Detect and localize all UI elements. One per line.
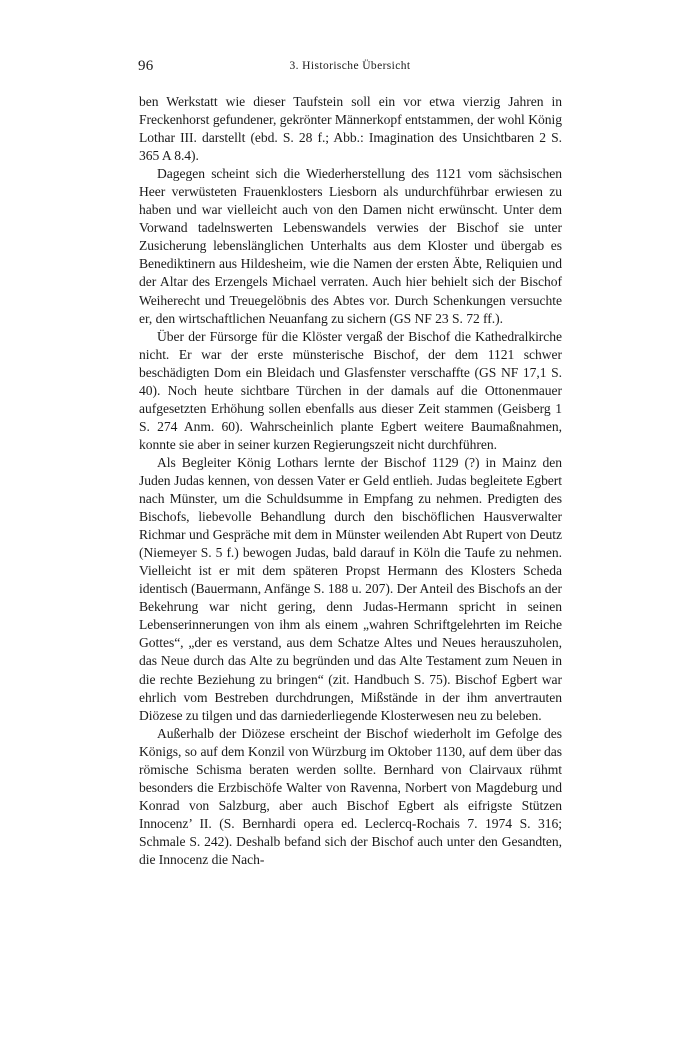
page-number: 96 <box>138 58 154 74</box>
paragraph-liesborn: Dagegen scheint sich die Wiederherstellung des 1121 vom sächsischen Heer verwüsteten Frauenklosters Liesborn als undurchführbar erwiesen zu haben und war vielleicht auch von den Damen nicht erwünscht. Unter dem Vorwand tadelnswerten Lebenswandels verwies der Bischof sie unter Zusicherung lebenslänglichen Unterhalts aus dem Kloster und übergab es Benediktinern aus Hildesheim, wie die Namen der ersten Äbte, Reliquien und der Altar des Erzengels Michael verraten. Auch hier behielt sich der Bischof Weiherecht und Treuegelöbnis des Abtes vor. Durch Schenkungen versuchte er, den wirtschaftlichen Neuanfang zu sichern (GS NF 23 S. 72 ff.). <box>139 166 562 326</box>
paragraph-continued: ben Werkstatt wie dieser Taufstein soll ein vor etwa vierzig Jahren in Freckenhorst gefundener, gekrönter Männerkopf entstammen, der wohl König Lothar III. darstellt (ebd. S. 28 f.; Abb.: Imagination des Unsichtbaren 2 S. 365 A 8.4). <box>139 94 562 164</box>
paragraph-konzil: Außerhalb der Diözese erscheint der Bischof wiederholt im Gefolge des Königs, so auf dem Konzil von Würzburg im Oktober 1130, auf dem über das römische Schisma beraten werden sollte. Bernhard von Clairvaux rühmt besonders die Erzbischöfe Walter von Ravenna, Norbert von Magdeburg und Konrad von Salzburg, aber auch Bischof Egbert als eifrigste Stützen Innocenz’ II. (S. Bernhardi opera ed. Leclercq-Rochais 7. 1974 S. 316; Schmale S. 242). Deshalb befand sich der Bischof auch unter den Gesandten, die Innocenz die Nach- <box>139 725 562 867</box>
paragraph-judas: Als Begleiter König Lothars lernte der Bischof 1129 (?) in Mainz den Juden Judas kennen, von dessen Vater er Geld entlieh. Judas begleitete Egbert nach Münster, um die Schuldsumme in Empfang zu nehmen. Predigten des Bischofs, liebevolle Behandlung durch den bischöflichen Hausverwalter Richmar und Gespräche mit dem in Münster weilenden Abt Rupert von Deutz (Niemeyer S. 5 f.) bewogen Judas, bald darauf in Köln die Taufe zu nehmen. Vielleicht ist er mit dem späteren Propst Hermann des Klosters Scheda identisch (Bauermann, Anfänge S. 188 u. 207). Der Anteil des Bischofs an der Bekehrung war nicht gering, denn Judas-Hermann spricht in seinen Lebenserinnerungen von ihm als einem „wahren Schriftgelehrten im Reiche Gottes“, „der es verstand, aus dem Schatze Altes und Neues herauszuholen, das Neue durch das Alte zu begründen und das Alte Testament zum Neuen in die rechte Beziehung zu bringen“ (zit. Handbuch S. 75). Bischof Egbert war ehrlich vom Bestreben durchdrungen, Mißstände in der ihm anvertrauten Diözese zu tilgen und das darniederliegende Klosterwesen neu zu beleben. <box>139 454 562 723</box>
body-text <box>139 93 562 869</box>
running-head: 3. Historische Übersicht <box>289 60 411 72</box>
paragraph-kathedralkirche: Über der Fürsorge für die Klöster vergaß der Bischof die Kathedralkirche nicht. Er war der erste münsterische Bischof, der dem 1121 schwer beschädigten Dom ein Bleidach und Glasfenster verschaffte (GS NF 17,1 S. 40). Noch heute sichtbare Türchen in der damals auf die Ottonenmauer aufgesetzten Erhöhung sollen ebenfalls aus dieser Zeit stammen (Geisberg 1 S. 274 Anm. 60). Wahrscheinlich plante Egbert weitere Baumaßnahmen, konnte sie aber in seiner kurzen Regierungszeit nicht durchführen. <box>139 328 562 452</box>
